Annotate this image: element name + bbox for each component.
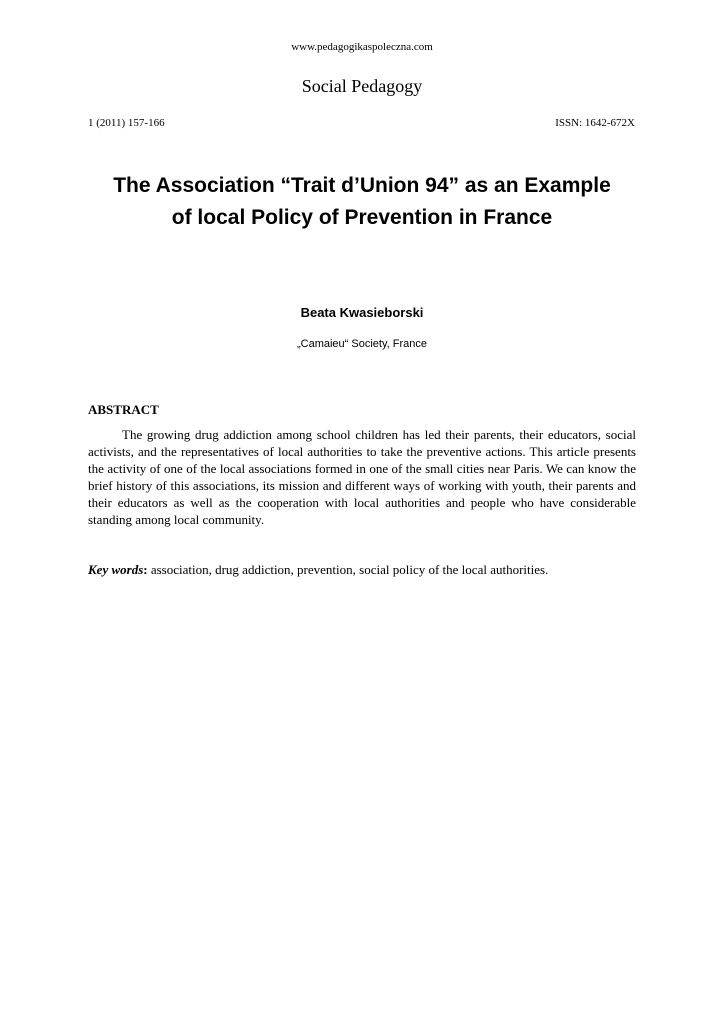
author-affiliation: „Camaieu“ Society, France — [296, 338, 427, 350]
journal-name: Social Pedagogy — [301, 76, 423, 96]
journal-url: www.pedagogikaspoleczna.com — [291, 41, 433, 53]
abstract-heading: ABSTRACT — [88, 402, 159, 417]
article-title-line-2: of local Policy of Prevention in France — [171, 206, 553, 229]
article-title-line-1: The Association “Trait d’Union 94” as an Example — [113, 174, 611, 197]
author-name: Beata Kwasieborski — [300, 305, 424, 320]
keywords-label: Key words — [88, 562, 144, 577]
keywords-colon: : — [143, 562, 148, 577]
keywords-text: association, drug addiction, prevention, social policy of the local authorities. — [147, 562, 549, 577]
abstract-text: The growing drug addiction among school children has led their parents, their educators, social activists, and the representatives of local authorities to take the preventive actions. This article presents the activity of one of the local associations formed in one of the small cities near Paris. We can know the brief history of this associations, its mission and different ways of working with youth, their parents and their educators as well as the cooperation with local authorities and people who have considerable standing among local community. — [88, 427, 636, 527]
article-title — [60, 170, 664, 234]
keywords — [88, 561, 636, 578]
issue-info: 1 (2011) 157-166 — [88, 117, 165, 129]
issn: ISSN: 1642-672X — [555, 117, 635, 129]
